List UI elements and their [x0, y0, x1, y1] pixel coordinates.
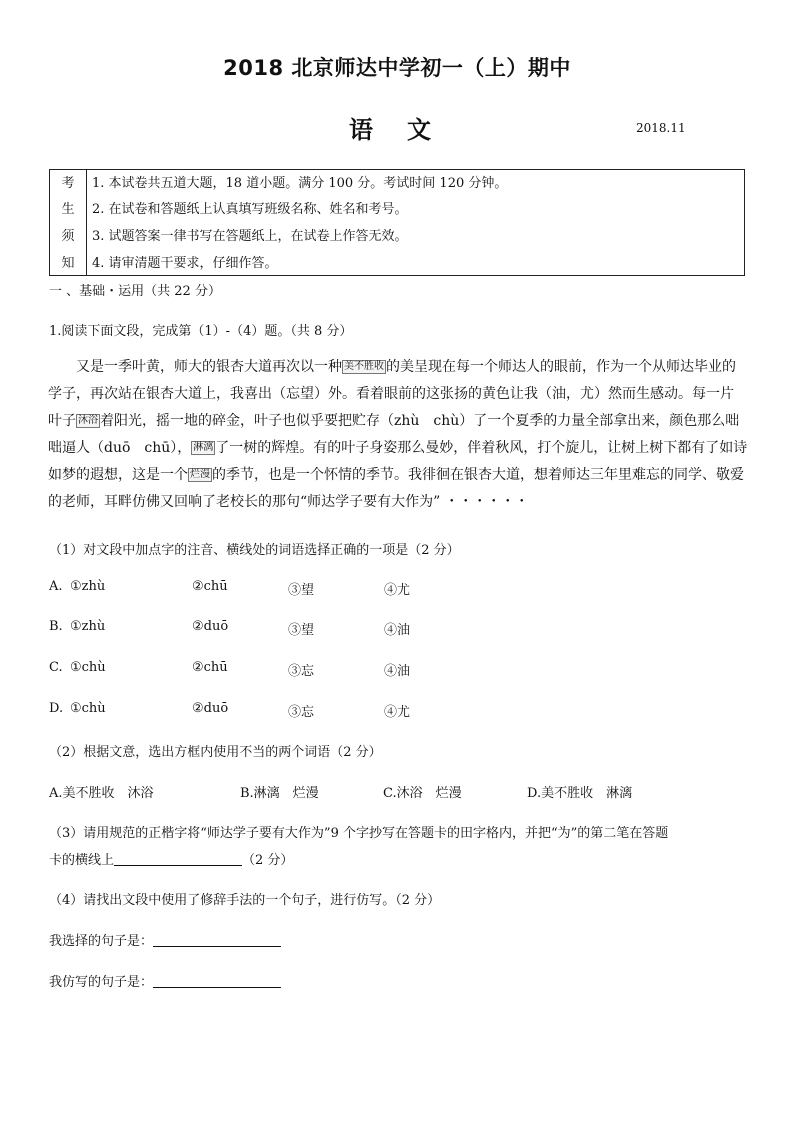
exam-title: 2018 北京师达中学初一（上）期中: [223, 56, 571, 80]
option-choice: ③忘: [288, 664, 315, 679]
passage-line: 如梦的遐想，这是一个 烂漫 的季节，也是一个怀情的季节。我徘徊在银杏大道，想着师达三年里难忘的同学、敬爱: [48, 467, 744, 483]
option-choice: A.美不胜收 沐浴: [49, 786, 154, 801]
option-choice: ③忘: [288, 705, 315, 720]
option-choice: ③望: [288, 623, 315, 638]
option-choice: ④油: [384, 664, 411, 679]
boxed-word: 烂漫: [190, 469, 210, 480]
option-choice: ④尤: [384, 705, 411, 720]
question-1-prompt: 1.阅读下面文段，完成第（1）-（4）题。（共 8 分）: [49, 324, 353, 339]
option-letter: C.: [49, 660, 63, 675]
option-choice: ②duō: [192, 701, 229, 716]
option-letter: B.: [49, 619, 63, 634]
boxed-word: 美不胜收: [344, 361, 384, 372]
answer-blank[interactable]: [114, 853, 242, 866]
option-choice: D.美不胜收 淋漓: [527, 786, 633, 801]
option-choice: ①zhù: [70, 579, 106, 594]
option-letter: D.: [49, 701, 64, 716]
option-choice: C.沐浴 烂漫: [383, 786, 462, 801]
subject-heading: [349, 110, 431, 145]
option-choice: B.淋漓 烂漫: [240, 786, 319, 801]
notice-side-label: [50, 170, 87, 275]
option-choice: ②chū: [192, 660, 228, 675]
subquestion-4-prompt: （4）请找出文段中使用了修辞手法的一个句子，进行仿写。（2 分）: [49, 893, 441, 908]
option-choice: ④尤: [384, 583, 411, 598]
option-choice: ①chù: [70, 660, 106, 675]
notice-rule: 2. 在试卷和答题纸上认真填写班级名称、姓名和考号。: [92, 202, 408, 217]
notice-side-char: 生: [61, 202, 75, 217]
passage-line: 又是一季叶黄，师大的银杏大道再次以一种 美不胜收 的美呈现在每一个师达人的眼前，作为一个从师达毕业的: [76, 359, 736, 375]
option-letter: A.: [49, 579, 63, 594]
passage-line: 咄逼人（duō chū）， 淋漓 了一树的辉煌。有的叶子身姿那么曼妙，伴着秋风，打个旋儿，让树上树下都有了如诗: [48, 440, 748, 456]
subject-char-2: 文: [407, 116, 431, 144]
subquestion-2-prompt: （2）根据文意，选出方框内使用不当的两个词语（2 分）: [49, 745, 382, 760]
option-choice: ③望: [288, 583, 315, 598]
answer-blank[interactable]: [153, 934, 281, 947]
boxed-word: 淋漓: [193, 442, 214, 453]
subquestion-3-line: （3）请用规范的正楷字将“师达学子要有大作为”9 个字抄写在答题卡的田字格内，并把“为”的第二笔在答题: [49, 826, 669, 841]
subject-char-1: 语: [349, 116, 373, 144]
subquestion-3-line: 卡的横线上 （2 分）: [49, 853, 294, 868]
passage-line: 的老师，耳畔仿佛又回响了老校长的那句“师达学子要有大作为” ・・・・・・: [48, 494, 529, 510]
option-choice: ①zhù: [70, 619, 106, 634]
option-choice: ②duō: [192, 619, 229, 634]
notice-rule: 4. 请审清题干要求，仔细作答。: [92, 256, 278, 271]
option-choice: ②chū: [192, 579, 228, 594]
passage-line: 叶子 沐浴 着阳光，摇一地的碎金，叶子也似乎要把贮存（zhù chù）了一个夏季的力量全部拿出来，颜色那么咄: [48, 413, 740, 429]
answer-line: 我仿写的句子是：: [49, 971, 281, 990]
boxed-word: 沐浴: [78, 415, 98, 426]
option-choice: ①chù: [70, 701, 106, 716]
notice-side-char: 知: [61, 256, 75, 271]
section-heading: 一 、基础・运用（共 22 分）: [49, 284, 221, 299]
answer-blank[interactable]: [153, 975, 281, 988]
notice-side-char: 须: [61, 229, 75, 244]
notice-rule: 3. 试题答案一律书写在答题纸上，在试卷上作答无效。: [92, 229, 408, 244]
notice-side-char: 考: [61, 176, 75, 191]
exam-notice-box: [49, 169, 745, 276]
exam-date: 2018.11: [636, 121, 686, 135]
subquestion-1-prompt: （1）对文段中加点字的注音、横线处的词语选择正确的一项是（2 分）: [49, 543, 460, 558]
option-choice: ④油: [384, 623, 411, 638]
answer-line: 我选择的句子是：: [49, 930, 281, 949]
reading-passage: [48, 354, 748, 524]
passage-line: 学子，再次站在银杏大道上，我喜出（忘望）外。看着眼前的这张扬的黄色让我（油，尤）然而生感动。每一片: [48, 386, 734, 402]
notice-rule: 1. 本试卷共五道大题，18 道小题。满分 100 分。考试时间 120 分钟。: [92, 176, 508, 191]
